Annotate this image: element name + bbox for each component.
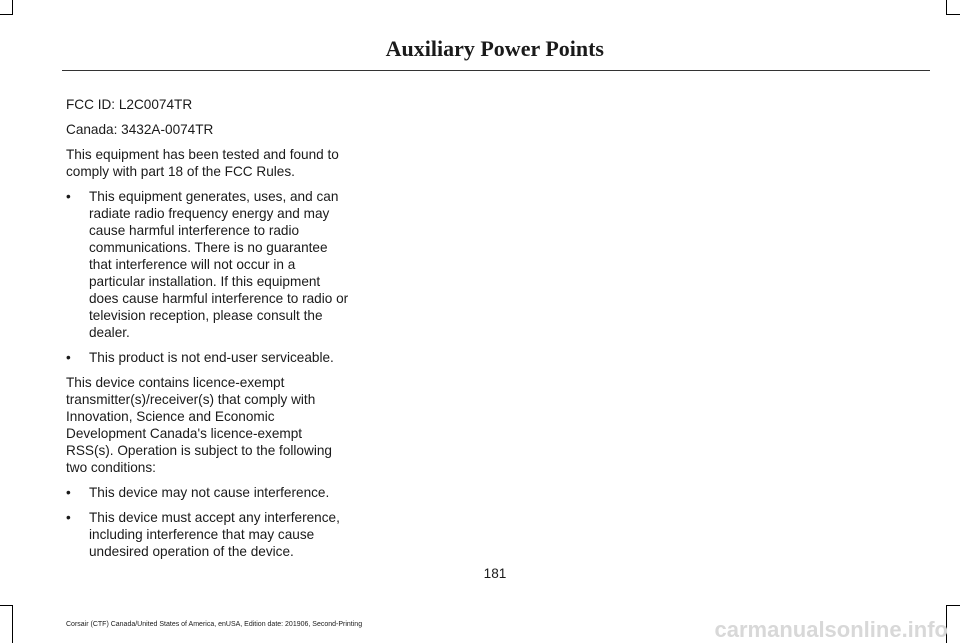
crop-mark-top-left-v [12,0,13,14]
conditions-bullet-list [66,484,352,560]
crop-mark-bottom-left-h [0,605,13,606]
crop-mark-top-left-h [0,14,13,15]
list-item [66,188,352,341]
page-title: Auxiliary Power Points [385,36,604,61]
list-item-text: This device must accept any interference, including interference that may cause undesired operation of the device. [89,510,340,559]
crop-mark-top-right-v [946,0,947,14]
bullet-glyph: • [66,350,71,365]
list-item-text: This equipment generates, uses, and can radiate radio frequency energy and may cause harmful interference to radio communications. There is no guarantee that interference will not occur in a particular installation. If this equipment does cause harmful interference to radio or television reception, please consult the dealer. [89,189,349,340]
fcc-bullet-list [66,188,352,366]
canada-id: Canada: 3432A-0074TR [66,122,214,137]
crop-mark-bottom-right-h [946,605,960,606]
crop-mark-top-right-h [946,14,960,15]
list-item [66,484,352,501]
header-rule [62,70,930,71]
list-item [66,349,352,366]
watermark: carmanualsonline.info [714,617,948,642]
page-number: 181 [483,566,507,581]
list-item-text: This device may not cause interference. [89,485,330,500]
list-item [66,509,352,560]
list-item-text: This product is not end-user serviceable. [89,350,334,365]
crop-mark-bottom-left-v [12,605,13,643]
footer-edition-text: Corsair (CTF) Canada/United States of America, enUSA, Edition date: 201906, Second-Printing [66,621,363,628]
ised-statement: This device contains licence-exempt transmitter(s)/receiver(s) that comply with Innovation, Science and Economic Development Canada's licence-exempt RSS(s). Operation is subject to the following two conditions: [66,375,332,475]
bullet-glyph: • [66,189,71,204]
bullet-glyph: • [66,510,71,525]
compliance-statement: This equipment has been tested and found to comply with part 18 of the FCC Rules. [66,147,339,179]
main-content [66,96,352,568]
fcc-id: FCC ID: L2C0074TR [66,97,193,112]
bullet-glyph: • [66,485,71,500]
